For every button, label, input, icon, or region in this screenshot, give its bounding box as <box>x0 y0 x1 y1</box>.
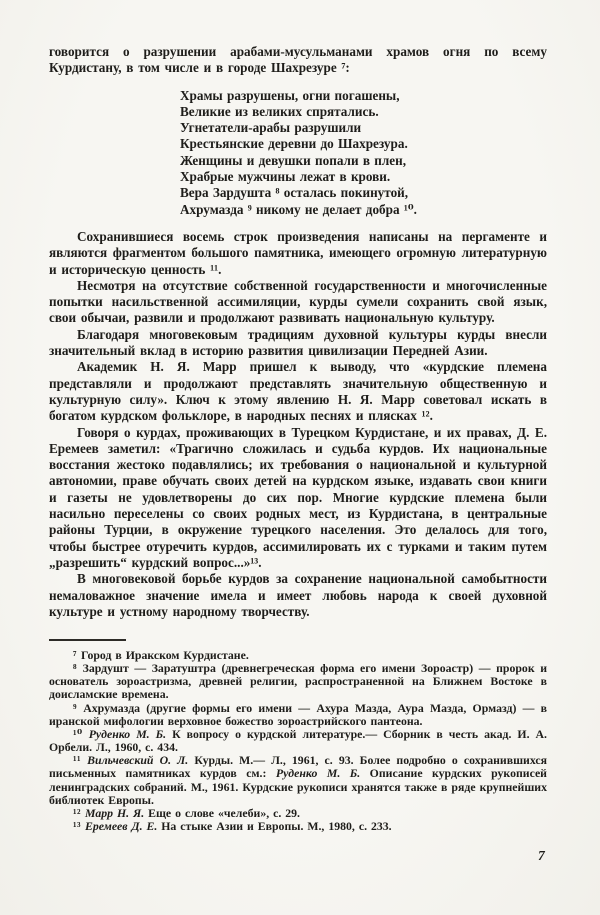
footnote-separator <box>49 639 126 641</box>
paragraph: Говоря о курдах, проживающих в Турецком Курдистане, и их правах, Д. Е. Еремеев заметил: «Трагично сложилась и судьба курдов. Их национальные восстания жестоко подавлялись; их требования о национальной и культурной автономии, праве обучать своих детей на курдском языке, издавать свои книги и газеты не удовлетворены до сих пор. Многие курдские племена были насильно переселены со своих родных мест, из Курдистана, в центральные районы Турции, в окружение турецкого населения. Это делалось для того, чтобы быстрее отуречить курдов, ассимилировать их с турками и таким путем „разрешить“ курдский вопрос...»¹³. <box>49 424 547 570</box>
footnote-text: Курды. М.— Л., 1961, с. 93. Более подробно о сохранившихся письменных памятниках курдов см.: <box>49 753 547 781</box>
paragraph: В многовековой борьбе курдов за сохранение национальной самобытности немаловажное значение имела и имеет любовь народа к своей духовной культуре и устному народному творчеству. <box>49 571 547 619</box>
footnote-author: Марр Н. Я. <box>81 805 145 820</box>
footnote-author: Вильчевский О. Л. <box>81 753 189 768</box>
poem-line: Ахрумазда ⁹ никому не делает добра ¹⁰. <box>180 201 417 217</box>
footnote-text: Зардушт — Заратуштра (древнегреческая форма его имени Зороастр) — пророк и основатель зороастризма, древней религии, распространенной на Ближнем Востоке в доисламские времена. <box>49 661 547 702</box>
poem-line: Храбрые мужчины лежат в крови. <box>180 169 391 185</box>
footnotes-block <box>49 649 547 833</box>
footnote-marker: ¹³ <box>73 819 82 834</box>
footnote <box>49 728 547 754</box>
footnote-marker: ¹¹ <box>73 753 82 768</box>
paragraph: Сохранившиеся восемь строк произведения написаны на пергаменте и являются фрагментом большого памятника, имеющего огромную литературную и историческую ценность ¹¹. <box>49 228 547 277</box>
footnote-author: Руденко М. Б. <box>82 726 167 741</box>
poem-line: Женщины и девушки попали в плен, <box>180 152 407 168</box>
footnote-marker: ¹² <box>73 805 82 820</box>
paragraph: Благодаря многовековым традициям духовной культуры курды внесли значительный вклад в историю развития цивилизации Передней Азии. <box>49 326 547 359</box>
footnote-text: Ахрумазда (другие формы его имени — Ахура Мазда, Аура Мазда, Ормазд) — в иранской мифологии верховное божество зороастрийского пантеона. <box>49 700 547 728</box>
footnote-marker: ⁷ <box>73 648 78 662</box>
paragraph: Академик Н. Я. Марр пришел к выводу, что «курдские племена представляли и продолжают представлять значительную общественную и культурную силу». Ключ к этому явлению Н. Я. Марр советовал искать в богатом курдском фольклоре, в народных песнях и плясках ¹². <box>49 359 547 424</box>
footnote <box>49 662 547 701</box>
footnote-text: Описание курдских рукописей ленинградских собраний. М., 1961. Курдские рукописи хранятся также в ряде крупнейших библиотек Европы. <box>49 766 547 807</box>
main-text-block <box>49 44 547 620</box>
footnote-marker: ⁸ <box>73 661 78 676</box>
footnote <box>49 820 547 833</box>
footnote-marker: ⁹ <box>73 700 78 715</box>
poem-line: Храмы разрушены, огни погашены, <box>180 87 400 103</box>
poem-line: Вера Зардушта ⁸ осталась покинутой, <box>180 185 409 201</box>
poem-block <box>180 88 547 218</box>
footnote <box>49 702 547 728</box>
footnote-author: Еремеев Д. Е. <box>81 819 158 834</box>
poem-line: Угнетатели-арабы разрушили <box>180 120 362 136</box>
poem-line: Крестьянские деревни до Шахрезура. <box>180 136 408 152</box>
paragraph-intro: говорится о разрушении арабами-мусульманами храмов огня по всему Курдистану, в том числе и в городе Шахрезуре ⁷: <box>49 44 547 76</box>
paragraph: Несмотря на отсутствие собственной государственности и многочисленные попытки насильственной ассимиляции, курды сумели сохранить свой язык, свои обычаи, развили и продолжают развивать национальную культуру. <box>49 277 547 326</box>
footnote-text: Город в Иракском Курдистане. <box>77 648 249 662</box>
footnote-text: К вопросу о курдской литературе.— Сборник в честь акад. И. А. Орбели. Л., 1960, с. 434. <box>49 726 548 755</box>
footnote-text: Еще о слове «челеби», с. 29. <box>144 805 300 820</box>
page-number: 7 <box>538 848 545 863</box>
poem-line: Великие из великих спрятались. <box>180 103 379 119</box>
footnote <box>49 754 547 807</box>
footnote-text: На стыке Азии и Европы. М., 1980, с. 233. <box>157 819 392 834</box>
footnote-author: Руденко М. Б. <box>275 766 361 781</box>
footnote-marker: ¹⁰ <box>73 726 83 741</box>
